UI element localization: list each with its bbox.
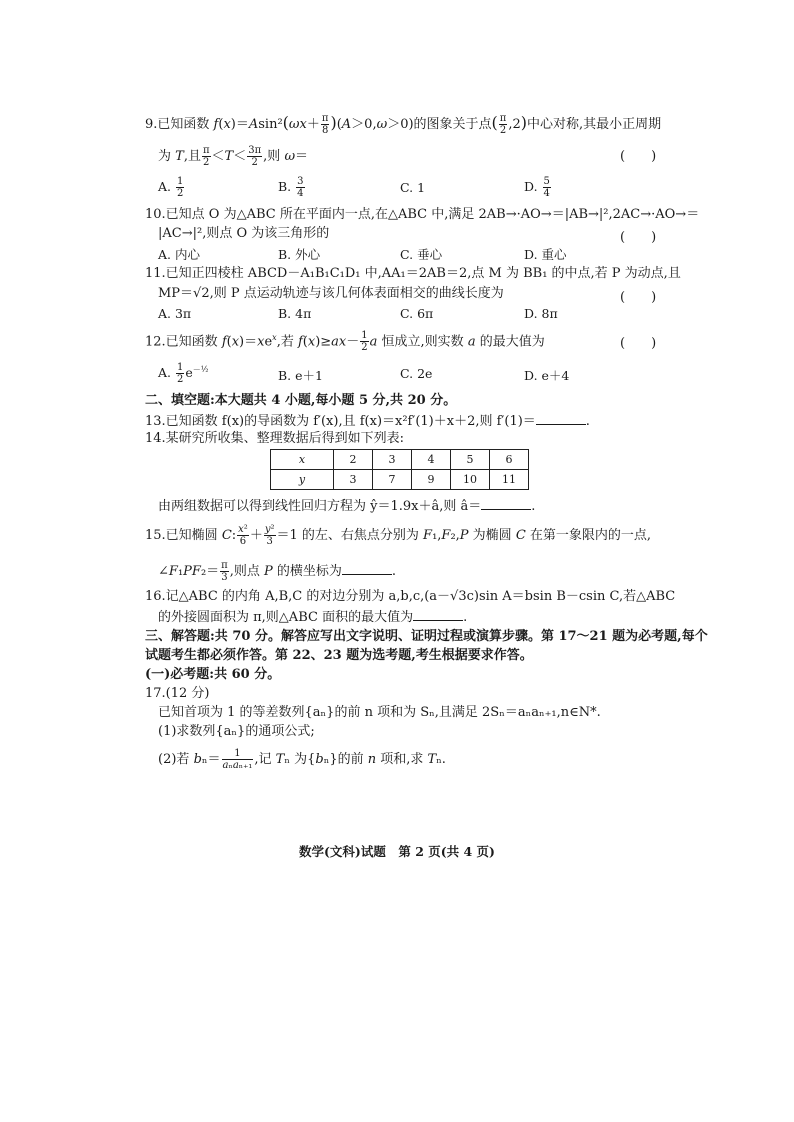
q17-line1: 已知首项为 1 的等差数列{aₙ}的前 n 项和为 Sₙ,且满足 2Sₙ＝aₙaₙ₊₁,n∈N*. [158, 705, 601, 720]
q13-stem: 13.已知函数 f(x)的导函数为 f′(x),且 f(x)＝x²f′(1)＋x＋2,则 f′(1)＝ [145, 414, 536, 429]
q12-option-c: C. 2e [400, 366, 433, 381]
q14-line2: 由两组数据可以得到线性回归方程为 ŷ＝1.9x＋â,则 â＝ . [158, 499, 536, 514]
q9-line2: 为 T,且 $\frac{\pi}{2}$ ＜T＜ $\frac{3\pi}{2}$ ,则 ω＝ [158, 145, 309, 168]
q16-stem: 的外接圆面积为 π,则△ABC 面积的最大值为 [158, 610, 414, 625]
q10-answer-paren: ( ) [620, 230, 657, 245]
q10-option-a: A. 内心 [158, 247, 200, 262]
q11-option-b: B. 4π [278, 306, 312, 321]
q10-option-d: D. 重心 [524, 247, 567, 262]
q10-option-c: C. 垂心 [400, 247, 443, 262]
q9-answer-paren: ( ) [620, 149, 657, 164]
table-cell: 10 [451, 470, 490, 490]
table-cell: 3 [334, 470, 373, 490]
q15-blank [342, 562, 392, 575]
table-cell: 3 [373, 450, 412, 470]
q12-option-a: A. $\frac{1}{2}$ $e^{-\frac{1}{2}}$ [158, 362, 209, 385]
q11-line1: 11.已知正四棱柱 ABCD－A₁B₁C₁D₁ 中,AA₁＝2AB＝2,点 M 为 BB₁ 的中点,若 P 为动点,且 [145, 266, 681, 281]
table-cell: 2 [334, 450, 373, 470]
q12-option-d: D. e＋4 [524, 368, 570, 383]
q12-line1: 12.已知函数 $f(x)=xe^x$,若 f(x)≥ax－ $\frac{1}{2}$ a 恒成立,则实数 a 的最大值为 [145, 330, 545, 354]
q11-option-d: D. 8π [524, 306, 558, 321]
q11-option-a: A. 3π [158, 306, 192, 321]
q9-option-d: D. $\frac{5}{4}$ [524, 176, 550, 199]
q16-blank [413, 608, 463, 621]
table-header-y: y [271, 470, 334, 490]
q11-line2: MP＝√2,则 P 点运动轨迹与该几何体表面相交的曲线长度为 [158, 286, 504, 301]
data-table [270, 449, 529, 490]
q16-line1: 16.记△ABC 的内角 A,B,C 的对边分别为 a,b,c,(a－√3c)sin A＝bsin B－csin C,若△ABC [145, 589, 676, 604]
q14-line1: 14.某研究所收集、整理数据后得到如下列表: [145, 431, 405, 446]
table-cell: 11 [490, 470, 529, 490]
table-cell: 9 [412, 470, 451, 490]
q14-stem: 由两组数据可以得到线性回归方程为 ŷ＝1.9x＋â,则 â＝ [158, 499, 482, 514]
q9-option-c: C. 1 [400, 180, 426, 195]
table-cell: 7 [373, 470, 412, 490]
q17-part2: (2)若 bₙ＝ $\frac{1}{\text{aₙaₙ₊₁}}$ ,记 Tₙ 为{bₙ}的前 n 项和,求 Tₙ. [158, 748, 446, 771]
q9-option-a: A. $\frac{1}{2}$ [158, 176, 184, 199]
q13-blank [536, 412, 586, 425]
subsection-required: (一)必考题:共 60 分。 [145, 667, 281, 682]
q9-option-b: B. $\frac{3}{4}$ [278, 176, 304, 199]
q12-option-b: B. e＋1 [278, 368, 323, 383]
q15-line1: 15.已知椭圆 C: $\frac{\text{x²}}{6}$ ＋ $\frac{\text{y²}}{3}$ ＝1 的左、右焦点分别为 F₁,F₂,P 为椭圆 C 在第一象限内的一点, [145, 524, 652, 547]
table-cell: 5 [451, 450, 490, 470]
table-cell: 6 [490, 450, 529, 470]
q17-part1: (1)求数列{aₙ}的通项公式; [158, 724, 315, 739]
table-row-x [271, 450, 529, 470]
section-2-heading: 二、填空题:本大题共 4 小题,每小题 5 分,共 20 分。 [145, 393, 457, 408]
q10-line2: |AC→|²,则点 O 为该三角形的 [158, 226, 330, 241]
q15-line2: ∠F₁PF₂＝ $\frac{\pi}{3}$ ,则点 P 的横坐标为 . [158, 560, 397, 583]
q10-line1: 10.已知点 O 为△ABC 所在平面内一点,在△ABC 中,满足 2AB→·AO→＝|AB→|²,2AC→·AO→＝ [145, 207, 700, 222]
q13-text: 13.已知函数 f(x)的导函数为 f′(x),且 f(x)＝x²f′(1)＋x＋2,则 f′(1)＝ . [145, 414, 590, 429]
table-header-x: x [271, 450, 334, 470]
q11-answer-paren: ( ) [620, 290, 657, 305]
q11-option-c: C. 6π [400, 306, 434, 321]
section-3-heading-line2: 试题考生都必须作答。第 22、23 题为选考题,考生根据要求作答。 [145, 648, 533, 663]
page-footer: 数学(文科)试题 第 2 页(共 4 页) [299, 844, 495, 859]
table-cell: 4 [412, 450, 451, 470]
q16-line2: 的外接圆面积为 π,则△ABC 面积的最大值为 . [158, 610, 468, 625]
q14-blank [481, 497, 531, 510]
q9-line1: 9.已知函数 f(x)＝Asin²(ωx＋ $\frac{\pi}{8}$ )(A＞0,ω＞0)的图象关于点( $\frac{\pi}{2}$ ,2)中心对称,其最小正周期 [145, 113, 662, 136]
q12-answer-paren: ( ) [620, 336, 657, 351]
table-row-y [271, 470, 529, 490]
section-3-heading-line1: 三、解答题:共 70 分。解答应写出文字说明、证明过程或演算步骤。第 17～21 题为必考题,每个 [145, 629, 708, 644]
q10-option-b: B. 外心 [278, 247, 321, 262]
q17-header: 17.(12 分) [145, 686, 210, 701]
